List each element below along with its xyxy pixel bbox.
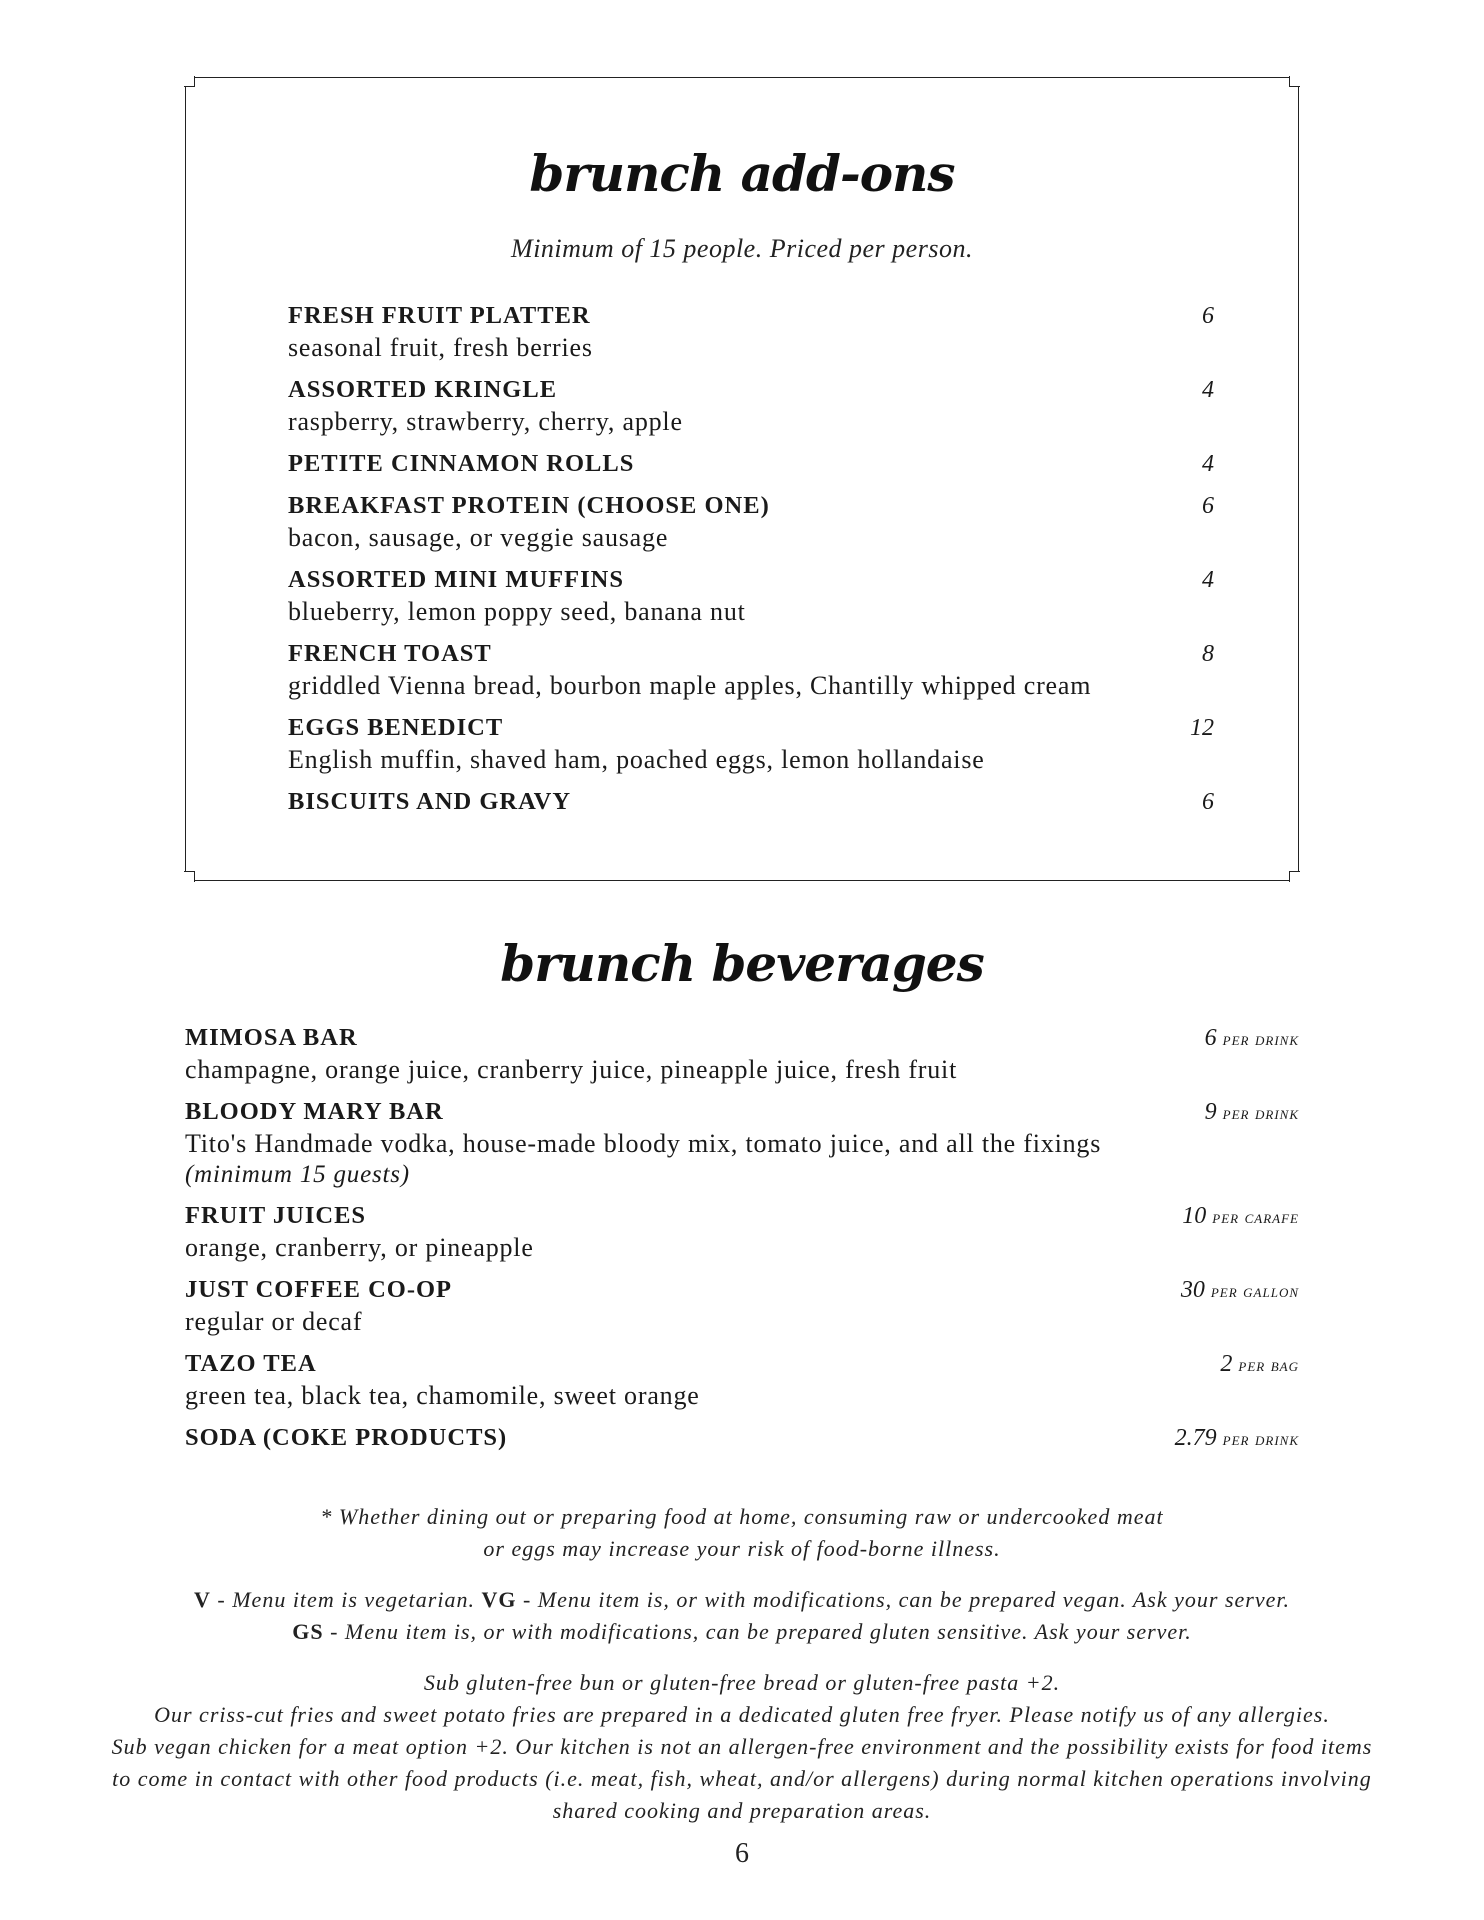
note-line: shared cooking and preparation areas. bbox=[552, 1798, 932, 1823]
addons-frame bbox=[185, 77, 1299, 881]
price-value: 30 bbox=[1180, 1277, 1205, 1303]
item-description: green tea, black tea, chamomile, sweet orange bbox=[185, 1381, 700, 1410]
item-description: raspberry, strawberry, cherry, apple bbox=[288, 407, 683, 436]
item-description: seasonal fruit, fresh berries bbox=[288, 333, 593, 362]
price-unit: per gallon bbox=[1210, 1281, 1299, 1301]
item-price bbox=[1181, 1274, 1299, 1307]
item-name: ASSORTED MINI MUFFINS bbox=[288, 566, 624, 593]
item-description: bacon, sausage, or veggie sausage bbox=[288, 523, 669, 552]
legend-text: - Menu item is, or with modifications, can be prepared vegan. Ask your server. bbox=[516, 1587, 1290, 1612]
price-unit: per drink bbox=[1222, 1103, 1299, 1123]
page-number: 6 bbox=[735, 1838, 749, 1869]
food-safety-note bbox=[60, 1501, 1424, 1565]
item-price: 6 bbox=[1202, 789, 1214, 815]
item-price bbox=[1175, 1422, 1299, 1455]
substitution-note bbox=[60, 1667, 1424, 1827]
item-name: PETITE CINNAMON ROLLS bbox=[288, 450, 635, 477]
note-line: * Whether dining out or preparing food at home, consuming raw or undercooked meat bbox=[320, 1504, 1164, 1529]
item-name: SODA (COKE PRODUCTS) bbox=[185, 1424, 508, 1451]
menu-item bbox=[185, 1022, 1299, 1086]
item-description: Tito's Handmade vodka, house-made bloody mix, tomato juice, and all the fixings bbox=[185, 1129, 1102, 1158]
item-price: 6 bbox=[1202, 303, 1214, 329]
legend-code-gs: GS bbox=[292, 1619, 324, 1644]
item-name: BREAKFAST PROTEIN (CHOOSE ONE) bbox=[288, 492, 770, 519]
menu-item bbox=[288, 448, 1214, 480]
item-name: FRESH FRUIT PLATTER bbox=[288, 302, 591, 329]
item-description: orange, cranberry, or pineapple bbox=[185, 1233, 534, 1262]
price-unit: per drink bbox=[1222, 1429, 1299, 1449]
item-name: MIMOSA BAR bbox=[185, 1024, 358, 1051]
legend-line-1 bbox=[60, 1584, 1424, 1616]
note-line: to come in contact with other food products (i.e. meat, fish, wheat, and/or allergens) during normal kitchen operations involving bbox=[112, 1766, 1372, 1791]
menu-item bbox=[288, 712, 1214, 776]
menu-item bbox=[288, 564, 1214, 628]
dietary-legend bbox=[60, 1584, 1424, 1648]
legend-text: - Menu item is, or with modifications, can be prepared gluten sensitive. Ask your server. bbox=[323, 1619, 1192, 1644]
item-price bbox=[1205, 1096, 1299, 1129]
item-name: BLOODY MARY BAR bbox=[185, 1098, 444, 1125]
price-unit: per drink bbox=[1222, 1029, 1299, 1049]
item-name: ASSORTED KRINGLE bbox=[288, 376, 558, 403]
addons-list bbox=[288, 300, 1214, 828]
item-description: English muffin, shaved ham, poached eggs, lemon hollandaise bbox=[288, 745, 985, 774]
item-price: 6 bbox=[1202, 493, 1214, 519]
frame-corner-decoration bbox=[1289, 871, 1300, 882]
legend-line-2 bbox=[60, 1616, 1424, 1648]
note-line: Our criss-cut fries and sweet potato fries are prepared in a dedicated gluten free fryer. Please notify us of any allergies. bbox=[154, 1702, 1330, 1727]
item-name: FRUIT JUICES bbox=[185, 1202, 367, 1229]
addons-title: brunch add-ons bbox=[529, 144, 955, 203]
item-price: 8 bbox=[1202, 641, 1214, 667]
price-value: 9 bbox=[1204, 1099, 1217, 1125]
price-value: 10 bbox=[1182, 1203, 1207, 1229]
frame-corner-decoration bbox=[1289, 76, 1300, 87]
item-price: 4 bbox=[1202, 451, 1214, 477]
legend-text: - Menu item is vegetarian. bbox=[210, 1587, 482, 1612]
menu-item bbox=[185, 1348, 1299, 1412]
item-name: JUST COFFEE CO-OP bbox=[185, 1276, 453, 1303]
menu-item bbox=[288, 300, 1214, 364]
price-unit: per bag bbox=[1238, 1355, 1299, 1375]
menu-item bbox=[288, 638, 1214, 702]
menu-item bbox=[185, 1096, 1299, 1190]
item-note: (minimum 15 guests) bbox=[185, 1161, 410, 1188]
note-line: Sub vegan chicken for a meat option +2. Our kitchen is not an allergen-free environment and the possibility exists for food items bbox=[111, 1734, 1373, 1759]
item-price: 12 bbox=[1190, 715, 1214, 741]
item-name: FRENCH TOAST bbox=[288, 640, 492, 667]
item-name: TAZO TEA bbox=[185, 1350, 317, 1377]
item-price: 4 bbox=[1202, 567, 1214, 593]
frame-corner-decoration bbox=[184, 871, 195, 882]
note-line: Sub gluten-free bun or gluten-free bread or gluten-free pasta +2. bbox=[423, 1670, 1061, 1695]
menu-item bbox=[288, 490, 1214, 554]
menu-item bbox=[288, 374, 1214, 438]
menu-item bbox=[185, 1422, 1299, 1454]
legend-code-vg: VG bbox=[481, 1587, 517, 1612]
item-description: griddled Vienna bread, bourbon maple apples, Chantilly whipped cream bbox=[288, 671, 1092, 700]
item-name: EGGS BENEDICT bbox=[288, 714, 504, 741]
menu-item bbox=[185, 1274, 1299, 1338]
beverages-list bbox=[185, 1022, 1299, 1464]
frame-corner-decoration bbox=[184, 76, 195, 87]
item-name: BISCUITS AND GRAVY bbox=[288, 788, 572, 815]
menu-item bbox=[185, 1200, 1299, 1264]
item-description: regular or decaf bbox=[185, 1307, 363, 1336]
legend-code-v: V bbox=[194, 1587, 211, 1612]
beverages-title: brunch beverages bbox=[500, 934, 984, 993]
price-value: 2.79 bbox=[1174, 1425, 1217, 1451]
note-line: or eggs may increase your risk of food-borne illness. bbox=[483, 1536, 1001, 1561]
price-unit: per carafe bbox=[1212, 1207, 1299, 1227]
item-price bbox=[1205, 1022, 1299, 1055]
addons-subtitle: Minimum of 15 people. Priced per person. bbox=[511, 234, 973, 263]
price-value: 2 bbox=[1220, 1351, 1233, 1377]
item-price bbox=[1220, 1348, 1299, 1381]
item-price bbox=[1182, 1200, 1299, 1233]
item-description: blueberry, lemon poppy seed, banana nut bbox=[288, 597, 746, 626]
item-price: 4 bbox=[1202, 377, 1214, 403]
price-value: 6 bbox=[1204, 1025, 1217, 1051]
menu-item bbox=[288, 786, 1214, 818]
item-description: champagne, orange juice, cranberry juice, pineapple juice, fresh fruit bbox=[185, 1055, 958, 1084]
